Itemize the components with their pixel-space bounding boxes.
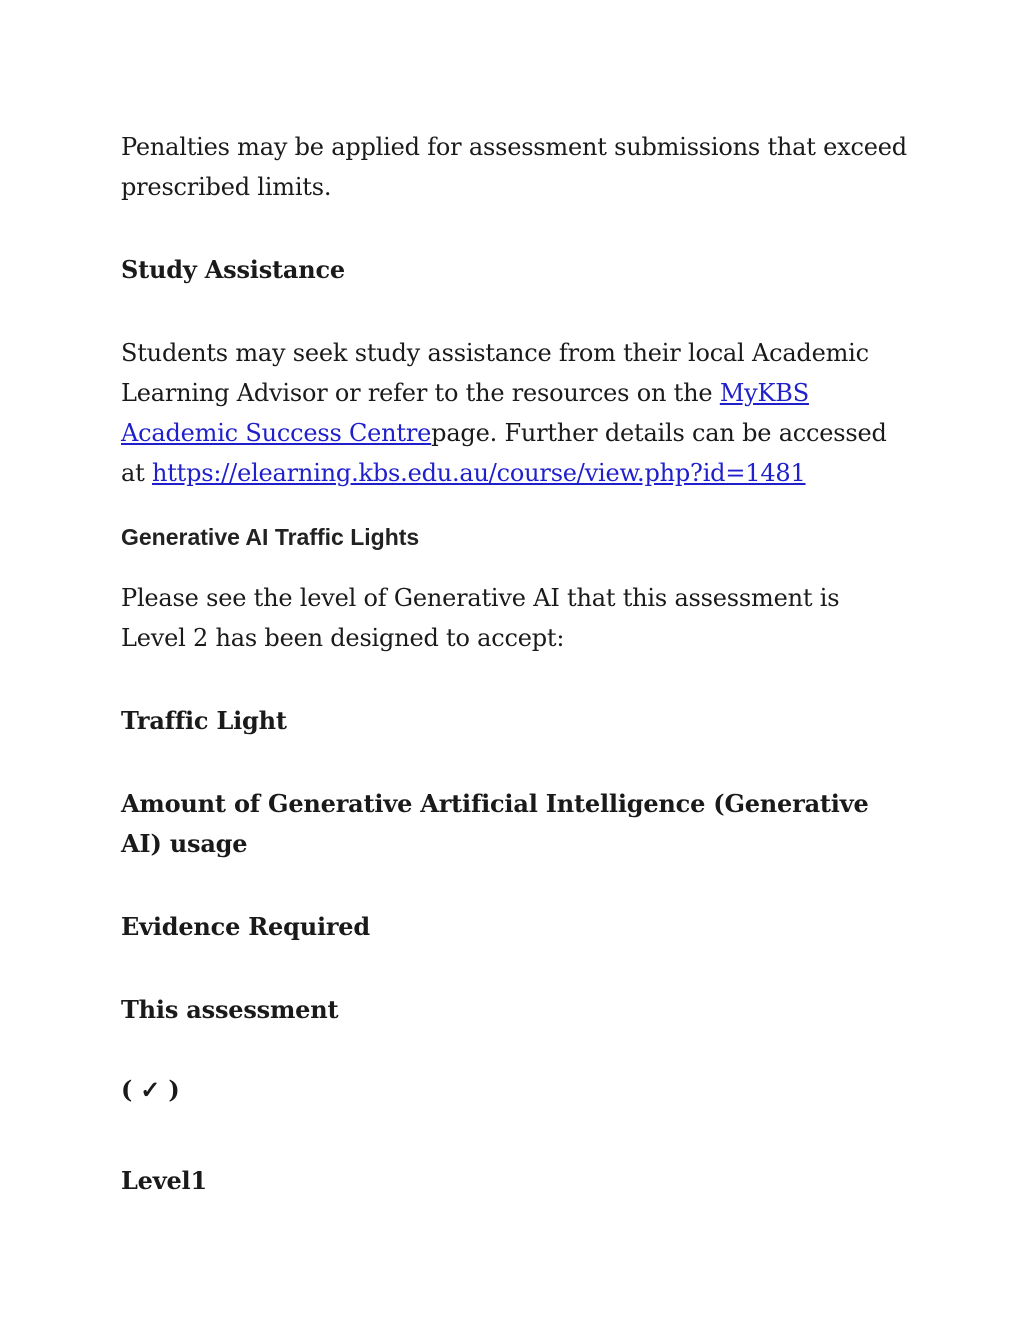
traffic-light-header-text: Traffic Light: [121, 706, 287, 735]
study-assistance-paragraph: [121, 333, 911, 493]
penalties-paragraph: [121, 127, 921, 207]
evidence-header: [121, 907, 921, 947]
this-assessment-header: [121, 990, 921, 1030]
traffic-light-header: [121, 701, 921, 741]
level-1-cell: [121, 1161, 921, 1201]
amount-header-text: Amount of Generative Artificial Intelligence (Generative AI) usage: [121, 789, 869, 858]
gen-ai-text: Please see the level of Generative AI that this assessment is Level 2 has been designed to accept:: [121, 584, 840, 652]
level-1-text: Level1: [121, 1166, 207, 1195]
evidence-header-text: Evidence Required: [121, 912, 370, 941]
study-assistance-heading-text: Study Assistance: [121, 255, 345, 284]
check-mark-header: [121, 1070, 921, 1110]
amount-header: [121, 784, 911, 864]
study-assistance-heading: [121, 250, 921, 290]
study-assistance-intro: Students may seek study assistance from their local Academic Learning Advisor or refer to the resources on the: [121, 339, 869, 407]
study-assistance-after-link: page. Further details can be accessed at: [121, 419, 887, 487]
penalties-text: Penalties may be applied for assessment submissions that exceed prescribed limits.: [121, 133, 907, 201]
gen-ai-heading-text: Generative AI Traffic Lights: [121, 524, 420, 550]
check-mark-icon: ( ✓ ): [121, 1075, 180, 1104]
this-assessment-header-text: This assessment: [121, 995, 339, 1024]
gen-ai-heading: [121, 522, 921, 552]
academic-success-centre-link[interactable]: MyKBS Academic Success Centre: [121, 379, 809, 447]
course-url-link[interactable]: https://elearning.kbs.edu.au/course/view.php?id=1481: [151, 459, 806, 487]
gen-ai-paragraph: [121, 578, 911, 658]
